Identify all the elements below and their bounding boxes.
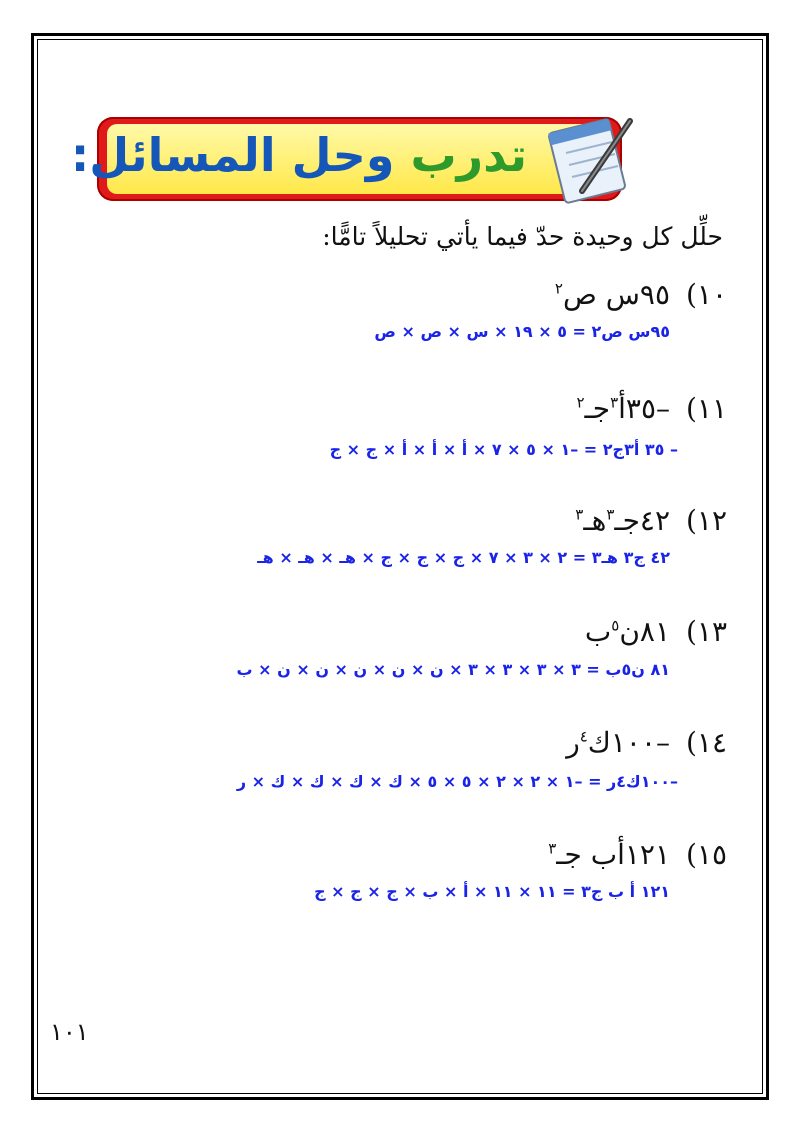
problem-expression: ٤٢جـ bbox=[614, 504, 670, 537]
answer-10: ٩٥س ص٢ = ٥ × ١٩ × س × ص × ص bbox=[374, 322, 670, 341]
exponent: ٤ bbox=[579, 727, 588, 746]
exponent: ٣ bbox=[548, 839, 557, 858]
problem-15 bbox=[548, 838, 727, 871]
problem-expression-part2: ب bbox=[584, 615, 612, 648]
answer-14: –١٠٠ك٤ر = –١ × ٢ × ٢ × ٥ × ٥ × ك × ك × ك × ك × ر bbox=[236, 772, 678, 791]
problem-number: ١٣) bbox=[685, 615, 727, 648]
problem-expression-part2: ر bbox=[566, 726, 580, 759]
problem-expression-part2: جـ bbox=[584, 392, 611, 425]
banner-title-word1: تدرب bbox=[410, 128, 527, 182]
answer-15: ١٢١ أ ب ج٣ = ١١ × ١١ × أ × ب × ج × ج × ج bbox=[314, 882, 670, 901]
problem-14 bbox=[566, 726, 727, 759]
problem-12 bbox=[575, 504, 727, 537]
problem-expression: –١٠٠ك bbox=[587, 726, 670, 759]
banner-title-word2: وحل المسائل: bbox=[70, 128, 395, 182]
problem-13 bbox=[585, 615, 727, 648]
answer-11: – ٣٥ أ٣ج٢ = –١ × ٥ × ٧ × أ × أ × أ × ج × ج bbox=[329, 440, 678, 459]
problem-number: ١٤) bbox=[685, 726, 727, 759]
exponent: ٢ bbox=[576, 393, 585, 412]
section-banner bbox=[70, 117, 622, 201]
problem-number: ١٠) bbox=[685, 278, 727, 311]
banner-title bbox=[71, 125, 527, 185]
problem-number: ١٢) bbox=[685, 504, 727, 537]
answer-13: ٨١ ن٥ب = ٣ × ٣ × ٣ × ٣ × ن × ن × ن × ن × ن × ب bbox=[236, 660, 670, 679]
problem-expression: ١٢١أب جـ bbox=[556, 838, 670, 871]
problem-expression-part2: هـ bbox=[583, 504, 607, 537]
exponent: ٥ bbox=[611, 616, 620, 635]
page-number: ١٠١ bbox=[50, 1018, 89, 1046]
exponent: ٣ bbox=[610, 393, 619, 412]
instruction-text: حلِّل كل وحيدة حدّ فيما يأتي تحليلاً تامًّا: bbox=[322, 222, 723, 251]
problem-number: ١٥) bbox=[685, 838, 727, 871]
problem-11 bbox=[576, 392, 727, 425]
notepad-icon bbox=[546, 111, 642, 207]
problem-expression: ٩٥س ص bbox=[562, 278, 670, 311]
problem-10 bbox=[555, 278, 727, 311]
problem-number: ١١) bbox=[685, 392, 727, 425]
answer-12: ٤٢ ج٣ هـ٣ = ٢ × ٣ × ٧ × ج × ج × ج × هـ × هـ × هـ bbox=[257, 548, 670, 567]
problem-expression: ٨١ن bbox=[619, 615, 670, 648]
exponent: ٣ bbox=[575, 505, 584, 524]
exponent: ٢ bbox=[554, 279, 563, 298]
exponent: ٣ bbox=[606, 505, 615, 524]
problem-expression: –٣٥أ bbox=[618, 392, 670, 425]
